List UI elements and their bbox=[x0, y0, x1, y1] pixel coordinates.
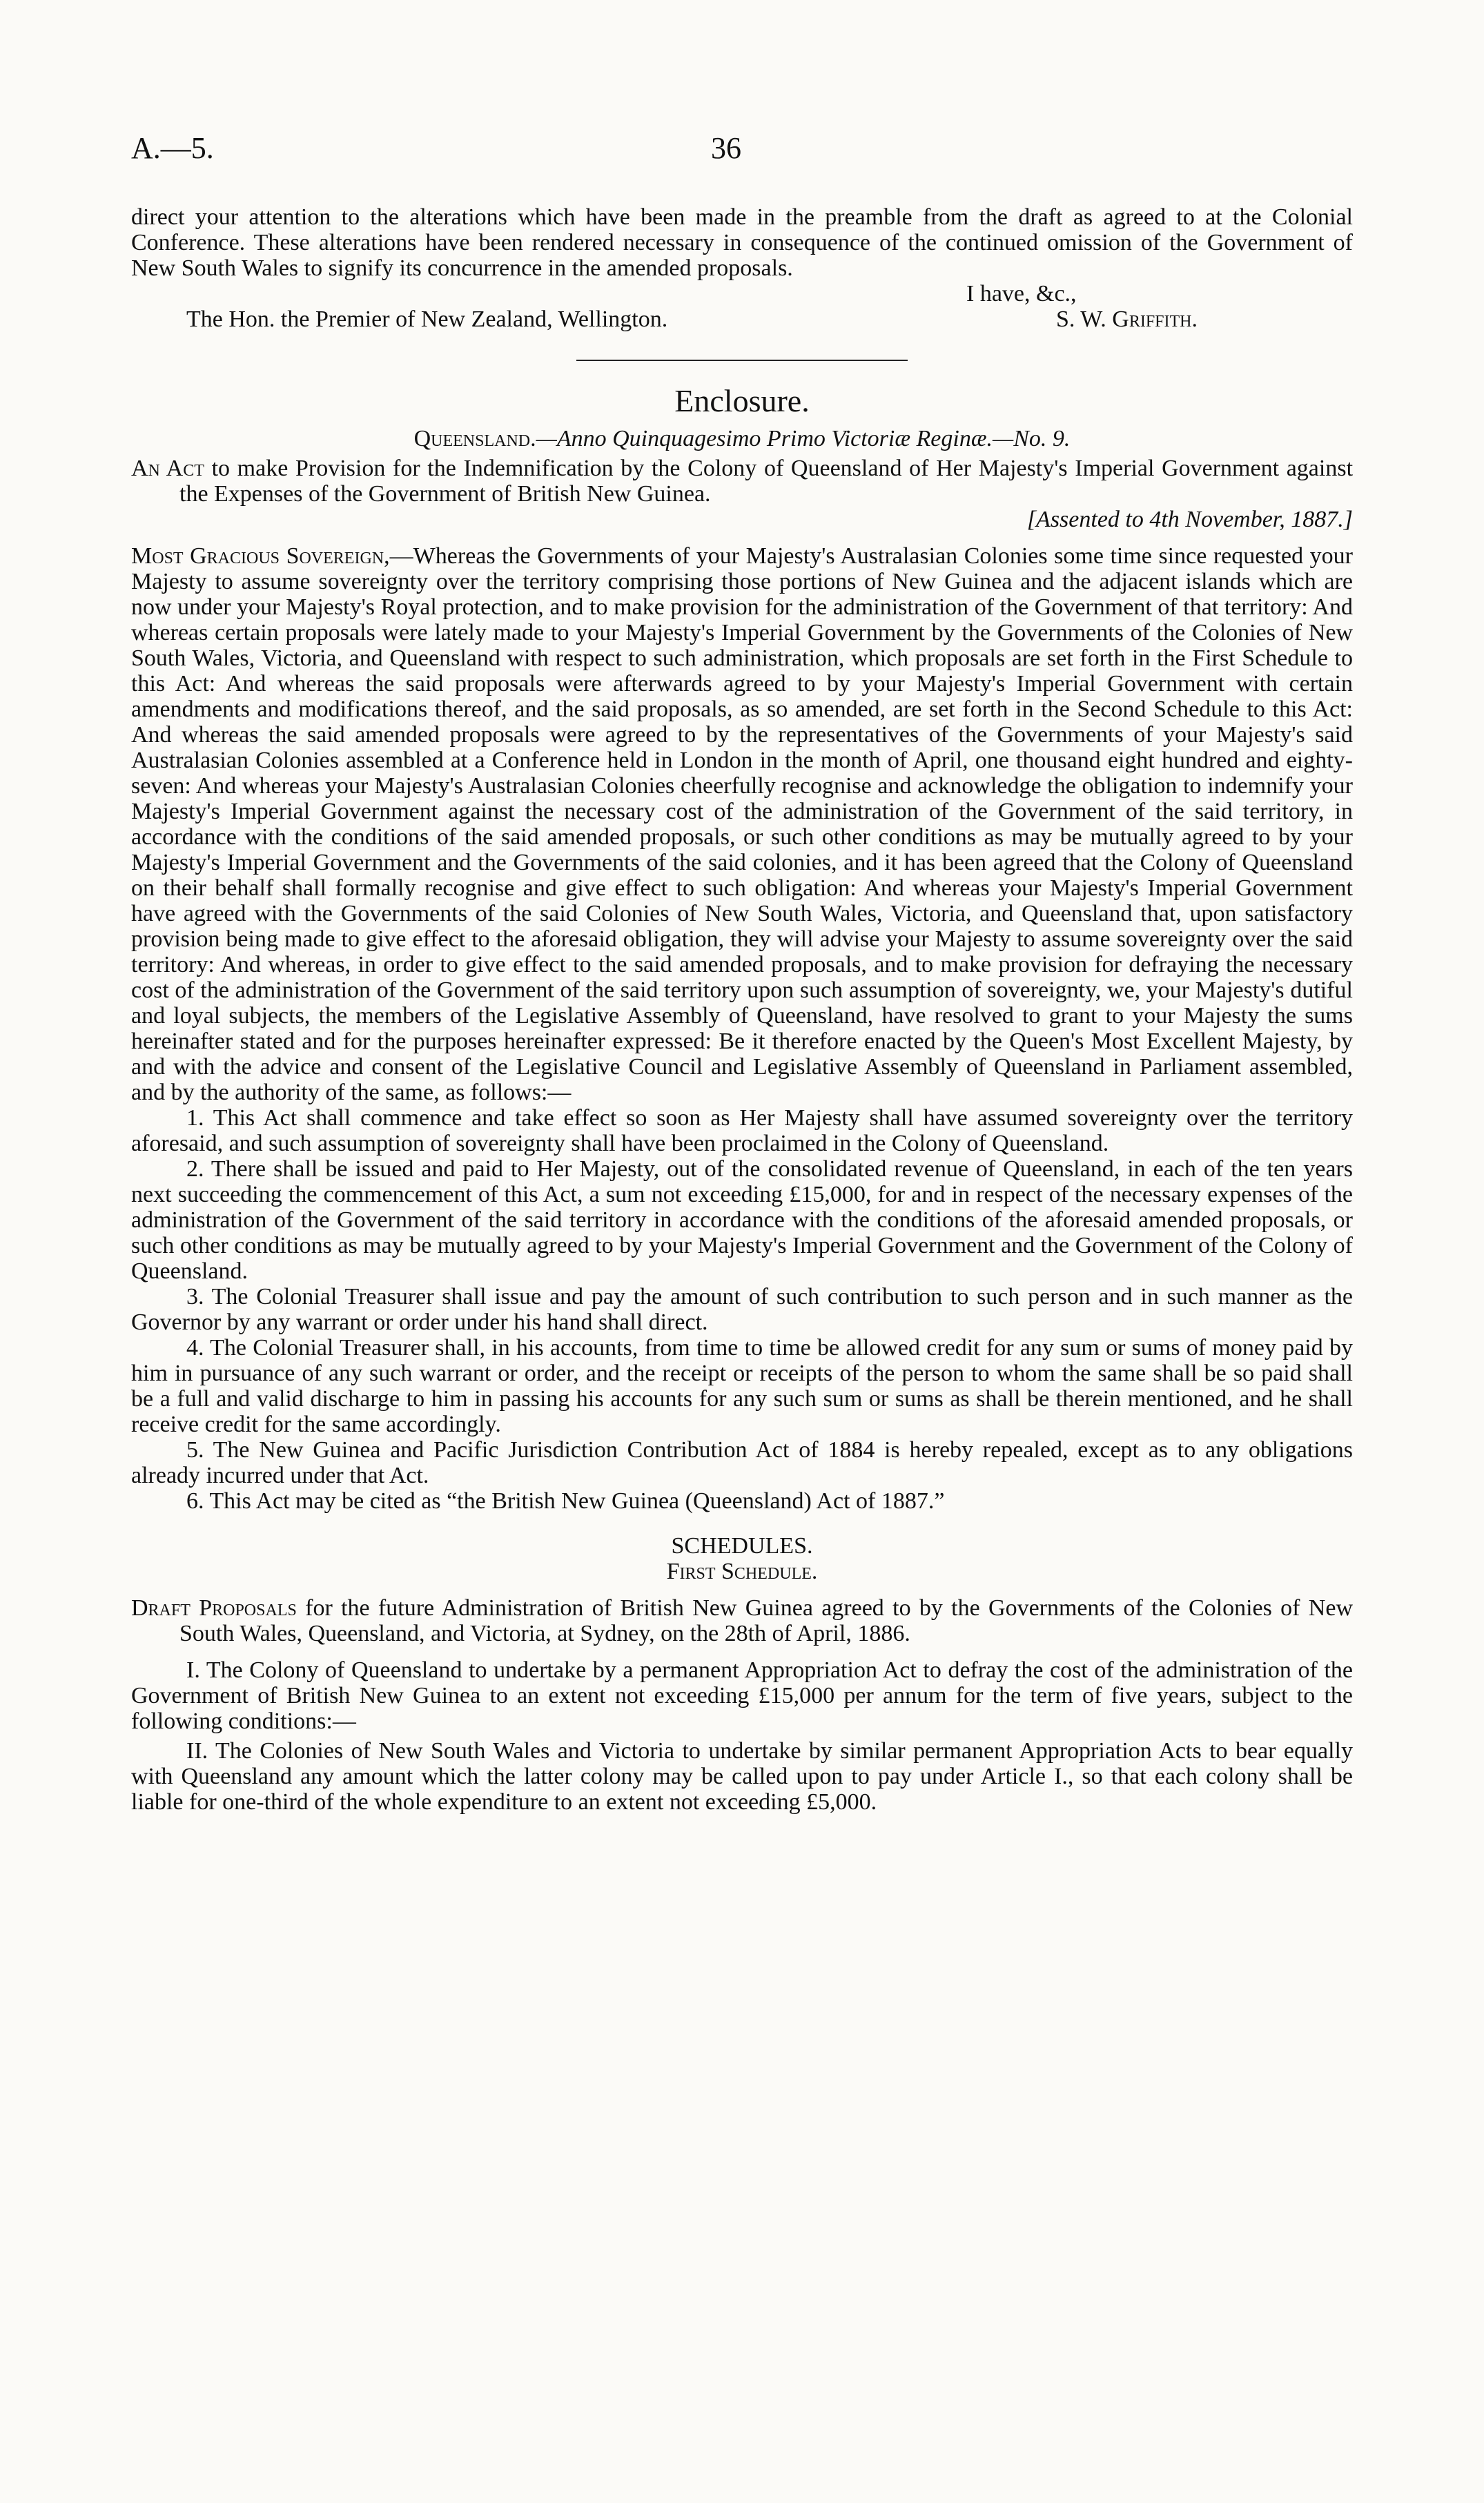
closing-text: I have, &c., bbox=[966, 281, 1077, 306]
schedule-article: I. The Colony of Queensland to undertake by a permanent Appropriation Act to defray the cost of the administration of the Government of British New Guinea to an extent not exceeding £15,000 per annum for the term of five years, subject to the following conditions:— bbox=[131, 1657, 1353, 1734]
act-section: 4. The Colonial Treasurer shall, in his accounts, from time to time be allowed credit for any sum or sums of money paid by him in pursuance of any such warrant or order, and the receipt or receipts of the person to whom the same shall be so paid shall be a full and valid discharge to him in passing his accounts for any such sum or sums as shall be therein mentioned, and he shall receive credit for the same accordingly. bbox=[131, 1335, 1353, 1437]
preamble bbox=[131, 543, 1353, 1105]
act-intro-lead: An Act bbox=[131, 456, 204, 481]
draft-proposals bbox=[131, 1595, 1353, 1646]
assent-line bbox=[131, 507, 1353, 532]
schedule-article: II. The Colonies of New South Wales and Victoria to undertake by similar permanent Appropriation Acts to bear equally with Queensland any amount which the latter colony may be called upon to pay under Article I., so that each colony shall be liable for one-third of the whole expenditure to an extent not exceeding £5,000. bbox=[131, 1738, 1353, 1815]
act-title-text: —Anno Quinquagesimo Primo Victoriæ Reginæ.—No. 9. bbox=[536, 426, 1071, 451]
act-section: 3. The Colonial Treasurer shall issue and pay the amount of such contribution to such person and in such manner as the Governor by any warrant or order under his hand shall direct. bbox=[131, 1284, 1353, 1335]
draft-proposals-text: for the future Administration of British New Guinea agreed to by the Governments of the Colonies of New South Wales, Queensland, and Victoria, at Sydney, on the 28th of April, 1886. bbox=[179, 1595, 1353, 1646]
act-title-lead: Queensland. bbox=[413, 426, 536, 451]
page-number: 36 bbox=[711, 131, 741, 165]
draft-proposals-lead: Draft Proposals bbox=[131, 1595, 297, 1621]
act-section: 2. There shall be issued and paid to Her Majesty, out of the consolidated revenue of Queensland, in each of the ten years next succeeding the commencement of this Act, a sum not exceeding £15,000, for and in respect of the necessary expenses of the administration of the Government of the said territory in accordance with the conditions of the aforesaid amended proposals, or such other conditions as may be mutually agreed to by your Majesty's Imperial Government and the Government of the Colony of Queensland. bbox=[131, 1156, 1353, 1284]
closing-line bbox=[131, 281, 1353, 306]
page-reference: A.—5. bbox=[131, 131, 214, 165]
signature: S. W. Griffith. bbox=[1056, 306, 1198, 332]
act-section: 5. The New Guinea and Pacific Jurisdiction Contribution Act of 1884 is hereby repealed, except as to any obligations already incurred under that Act. bbox=[131, 1437, 1353, 1488]
page-header bbox=[131, 131, 1353, 170]
enclosure-heading: Enclosure. bbox=[674, 383, 810, 418]
act-section: 6. This Act may be cited as “the British New Guinea (Queensland) Act of 1887.” bbox=[186, 1488, 945, 1514]
preamble-lead: Most Gracious Sovereign, bbox=[131, 543, 390, 569]
page-content bbox=[131, 204, 1353, 1815]
act-title bbox=[131, 426, 1353, 451]
schedules-heading: SCHEDULES. bbox=[671, 1533, 813, 1559]
act-section: 1. This Act shall commence and take effect so soon as Her Majesty shall have assumed sovereignty over the territory aforesaid, and such assumption of sovereignty shall have been proclaimed in the Colony of Queensland. bbox=[131, 1105, 1353, 1156]
assent-text: [Assented to 4th November, 1887.] bbox=[1026, 507, 1353, 532]
act-intro bbox=[131, 456, 1353, 507]
intro-paragraph: direct your attention to the alterations which have been made in the preamble from the draft as agreed to at the Colonial Conference. These alterations have been rendered necessary in consequence of the continued omission of the Government of New South Wales to signify its concurrence in the amended proposals. bbox=[131, 204, 1353, 281]
section-divider bbox=[576, 360, 908, 361]
preamble-text: —Whereas the Governments of your Majesty's Australasian Colonies some time since requested your Majesty to assume sovereignty over the territory comprising those portions of New Guinea and the adjacent islands which are now under your Majesty's Royal protection, and to make provision for the administration of the Government of that territory: And whereas certain proposals were lately made to your Majesty's Imperial Government by the Governments of the Colonies of New South Wales, Victoria, and Queensland with respect to such administration, which proposals are set forth in the First Schedule to this Act: And whereas the said proposals were afterwards agreed to by your Majesty's Imperial Government with certain amendments and modifications thereof, and the said proposals, as so amended, are set forth in the Second Schedule to this Act: And whereas the said amended proposals were agreed to by the representatives of the Governments of your Majesty's said Australasian Colonies assembled at a Conference held in London in the month of April, one thousand eight hundred and eighty-seven: And whereas your Majesty's Australasian Colonies cheerfully recognise and acknowledge the obligation to indemnify your Majesty's Imperial Government against the necessary cost of the administration of the Government of the said territory, in accordance with the conditions of the said amended proposals, or such other conditions as may be mutually agreed to by your Majesty's Imperial Government and the Governments of the said colonies, and it has been agreed that the Colony of Queensland on their behalf shall formally recognise and give effect to such obligation: And whereas your Majesty's Imperial Government have agreed with the Governments of the said Colonies of New South Wales, Victoria, and Queensland that, upon satisfactory provision being made to give effect to the aforesaid obligation, they will advise your Majesty to assume sovereignty over the said territory: And whereas, in order to give effect to the said amended proposals, and to make provision for defraying the necessary cost of the administration of the Government of the said territory upon such assumption of sovereignty, we, your Majesty's dutiful and loyal subjects, the members of the Legislative Assembly of Queensland, have resolved to grant to your Majesty the sums hereinafter stated and for the purposes hereinafter expressed: Be it therefore enacted by the Queen's Most Excellent Majesty, by and with the advice and consent of the Legislative Council and Legislative Assembly of Queensland in Parliament assembled, and by the authority of the same, as follows:— bbox=[131, 543, 1353, 1105]
addressee-line bbox=[131, 306, 1353, 332]
first-schedule-heading: First Schedule. bbox=[666, 1559, 818, 1584]
act-intro-text: to make Provision for the Indemnification by the Colony of Queensland of Her Majesty's Imperial Government against the Expenses of the Government of British New Guinea. bbox=[179, 456, 1354, 507]
addressee: The Hon. the Premier of New Zealand, Wellington. bbox=[186, 306, 668, 332]
